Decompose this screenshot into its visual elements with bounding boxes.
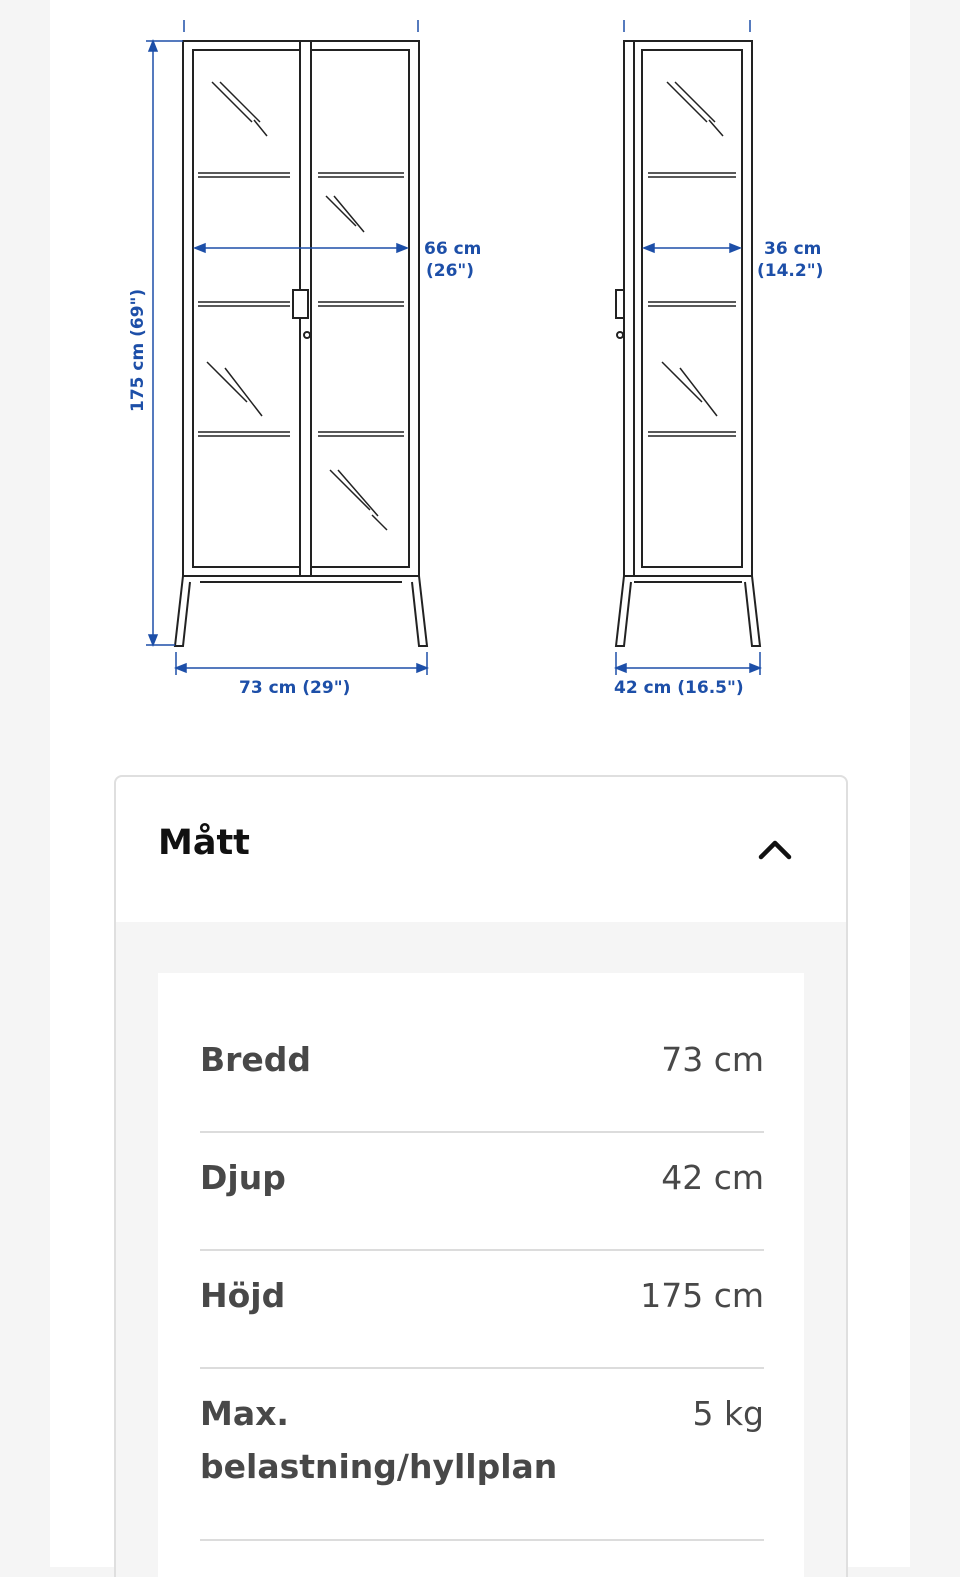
- inner-depth-label-inch: (14.2"): [757, 261, 824, 281]
- dimension-row-height: [200, 1269, 764, 1369]
- side-view-drawing: [616, 41, 760, 646]
- height-dimension-label: 175 cm (69"): [128, 288, 148, 412]
- dimension-value: 5 kg: [692, 1394, 764, 1433]
- product-page: [50, 0, 910, 1567]
- dimension-label: Bredd: [200, 1040, 312, 1079]
- dimension-row-max-load: [200, 1387, 764, 1541]
- front-view-drawing: [175, 41, 427, 646]
- inner-depth-label-cm: 36 cm: [764, 239, 822, 259]
- dimensions-title: Mått: [158, 823, 250, 863]
- dimension-diagram: [50, 0, 910, 740]
- chevron-up-icon[interactable]: [756, 835, 794, 863]
- dimension-row-width: [200, 1033, 764, 1133]
- dimension-label: Djup: [200, 1158, 286, 1197]
- dimensions-accordion: [114, 775, 848, 1577]
- dimensions-accordion-header[interactable]: [116, 777, 846, 922]
- width-dimension-label: 73 cm (29"): [239, 678, 351, 698]
- dimension-value: 42 cm: [661, 1158, 764, 1197]
- dimension-row-depth: [200, 1151, 764, 1251]
- inner-width-label-cm: 66 cm: [424, 239, 482, 259]
- inner-width-label-inch: (26"): [426, 261, 475, 281]
- dimension-value: 73 cm: [661, 1040, 764, 1079]
- depth-dimension-label: 42 cm (16.5"): [614, 678, 744, 698]
- dimension-label: Max. belastning/hyllplan: [200, 1394, 558, 1486]
- dimension-value: 175 cm: [640, 1276, 764, 1315]
- dimensions-table: [158, 973, 804, 1577]
- dimension-label: Höjd: [200, 1276, 286, 1315]
